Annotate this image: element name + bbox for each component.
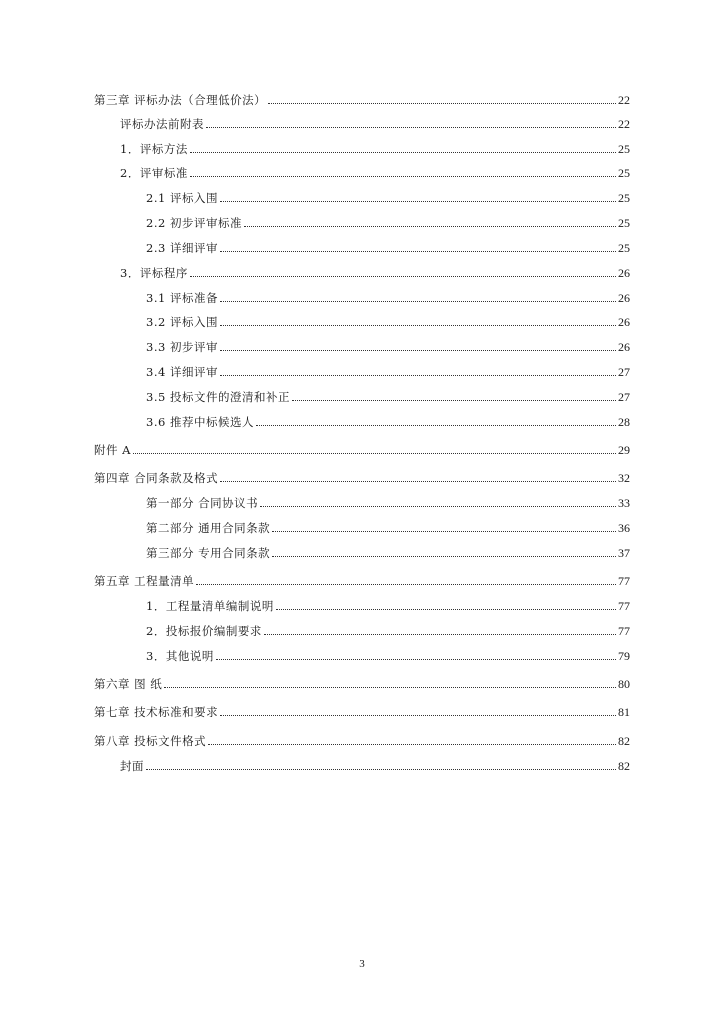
toc-entry-title: 第二部分 通用合同条款 <box>146 521 271 535</box>
toc-entry[interactable] <box>146 334 630 354</box>
toc-entry[interactable] <box>146 540 630 560</box>
toc-entry-page: 22 <box>618 93 630 107</box>
toc-dot-leader <box>220 715 616 716</box>
toc-dot-leader <box>292 400 616 401</box>
toc-entry-page: 81 <box>618 705 630 719</box>
toc-dot-leader <box>268 103 616 104</box>
toc-dot-leader <box>276 609 616 610</box>
toc-entry[interactable] <box>146 515 630 535</box>
toc-entry[interactable] <box>120 160 630 180</box>
toc-entry-page: 27 <box>618 390 630 404</box>
toc-entry-title: 1．工程量清单编制说明 <box>146 599 274 613</box>
toc-entry[interactable] <box>146 210 630 230</box>
toc-entry-title: 3．评标程序 <box>120 266 188 280</box>
toc-entry-title: 3.4 详细评审 <box>146 365 218 379</box>
toc-dot-leader <box>208 744 616 745</box>
toc-entry[interactable] <box>146 359 630 379</box>
toc-dot-leader <box>272 556 616 557</box>
toc-entry-title: 第三部分 专用合同条款 <box>146 546 271 560</box>
toc-entry[interactable] <box>120 136 630 156</box>
toc-entry-title: 2．评审标准 <box>120 166 188 180</box>
toc-entry-page: 77 <box>618 574 630 588</box>
toc-entry-page: 79 <box>618 649 630 663</box>
toc-entry-title: 附件 A <box>94 443 131 457</box>
page-number: 3 <box>359 958 365 970</box>
toc-entry-page: 25 <box>618 241 630 255</box>
toc-entry[interactable] <box>146 643 630 663</box>
toc-entry-title: 2.2 初步评审标准 <box>146 216 242 230</box>
toc-dot-leader <box>220 481 616 482</box>
toc-entry[interactable] <box>120 753 630 773</box>
toc-entry-title: 3.6 推荐中标候选人 <box>146 415 254 429</box>
toc-entry-page: 80 <box>618 677 630 691</box>
toc-dot-leader <box>220 375 616 376</box>
toc-entry-page: 32 <box>618 471 630 485</box>
toc-dot-leader <box>190 276 616 277</box>
toc-entry-title: 第四章 合同条款及格式 <box>94 471 219 485</box>
toc-entry[interactable] <box>120 111 630 131</box>
toc-entry-title: 第八章 投标文件格式 <box>94 734 207 748</box>
toc-dot-leader <box>220 350 616 351</box>
toc-entry[interactable] <box>146 618 630 638</box>
toc-dot-leader <box>220 301 616 302</box>
toc-entry-page: 33 <box>618 496 630 510</box>
toc-entry[interactable] <box>146 490 630 510</box>
toc-entry[interactable] <box>94 465 630 485</box>
toc-dot-leader <box>220 201 616 202</box>
toc-entry[interactable] <box>146 593 630 613</box>
toc-dot-leader <box>264 634 616 635</box>
toc-dot-leader <box>196 584 616 585</box>
toc-entry-page: 26 <box>618 266 630 280</box>
toc-dot-leader <box>206 127 616 128</box>
toc-dot-leader <box>190 152 616 153</box>
toc-entry[interactable] <box>94 699 630 719</box>
toc-entry-page: 25 <box>618 166 630 180</box>
toc-entry-title: 3.1 评标准备 <box>146 291 218 305</box>
toc-dot-leader <box>133 453 616 454</box>
toc-dot-leader <box>272 531 616 532</box>
toc-dot-leader <box>190 176 616 177</box>
toc-entry-page: 37 <box>618 546 630 560</box>
toc-entry-title: 2.1 评标入围 <box>146 191 218 205</box>
toc-entry-title: 第五章 工程量清单 <box>94 574 195 588</box>
toc-entry-page: 77 <box>618 599 630 613</box>
toc-entry-title: 3.2 评标入围 <box>146 315 218 329</box>
toc-entry-title: 2.3 详细评审 <box>146 241 218 255</box>
toc-dot-leader <box>244 226 616 227</box>
toc-dot-leader <box>256 425 616 426</box>
toc-entry[interactable] <box>94 671 630 691</box>
toc-entry-title: 评标办法前附表 <box>120 117 204 131</box>
toc-entry-title: 第一部分 合同协议书 <box>146 496 259 510</box>
toc-entry-title: 3.5 投标文件的澄清和补正 <box>146 390 290 404</box>
toc-entry-page: 26 <box>618 340 630 354</box>
toc-entry[interactable] <box>146 309 630 329</box>
toc-entry-title: 1．评标方法 <box>120 142 188 156</box>
toc-entry-page: 36 <box>618 521 630 535</box>
toc-entry[interactable] <box>146 235 630 255</box>
toc-entry-title: 第六章 图 纸 <box>94 677 163 691</box>
toc-entry-page: 82 <box>618 734 630 748</box>
toc-entry[interactable] <box>146 285 630 305</box>
toc-dot-leader <box>220 325 616 326</box>
toc-entry[interactable] <box>94 437 630 457</box>
toc-entry[interactable] <box>146 409 630 429</box>
toc-entry-page: 22 <box>618 117 630 131</box>
toc-entry-page: 82 <box>618 759 630 773</box>
toc-entry[interactable] <box>146 384 630 404</box>
toc-entry-page: 27 <box>618 365 630 379</box>
toc-entry-page: 29 <box>618 443 630 457</box>
toc-entry-page: 28 <box>618 415 630 429</box>
toc-entry-page: 26 <box>618 315 630 329</box>
toc-entry-title: 第七章 技术标准和要求 <box>94 705 219 719</box>
toc-entry[interactable] <box>94 568 630 588</box>
toc-entry-title: 3.3 初步评审 <box>146 340 218 354</box>
toc-entry-title: 第三章 评标办法（合理低价法） <box>94 93 267 107</box>
toc-entry-page: 26 <box>618 291 630 305</box>
toc-entry-title: 2．投标报价编制要求 <box>146 624 262 638</box>
toc-dot-leader <box>216 659 616 660</box>
toc-entry-title: 封面 <box>120 759 144 773</box>
toc-dot-leader <box>220 251 616 252</box>
toc-dot-leader <box>260 506 616 507</box>
toc-entry-page: 25 <box>618 142 630 156</box>
toc-entry[interactable] <box>94 728 630 748</box>
toc-dot-leader <box>146 769 616 770</box>
toc-entry[interactable] <box>94 87 630 107</box>
toc-entry-page: 77 <box>618 624 630 638</box>
toc-entry-page: 25 <box>618 191 630 205</box>
toc-entry-page: 25 <box>618 216 630 230</box>
toc-entry[interactable] <box>146 185 630 205</box>
toc-entry-title: 3．其他说明 <box>146 649 214 663</box>
toc-entry[interactable] <box>120 260 630 280</box>
toc-dot-leader <box>164 687 616 688</box>
